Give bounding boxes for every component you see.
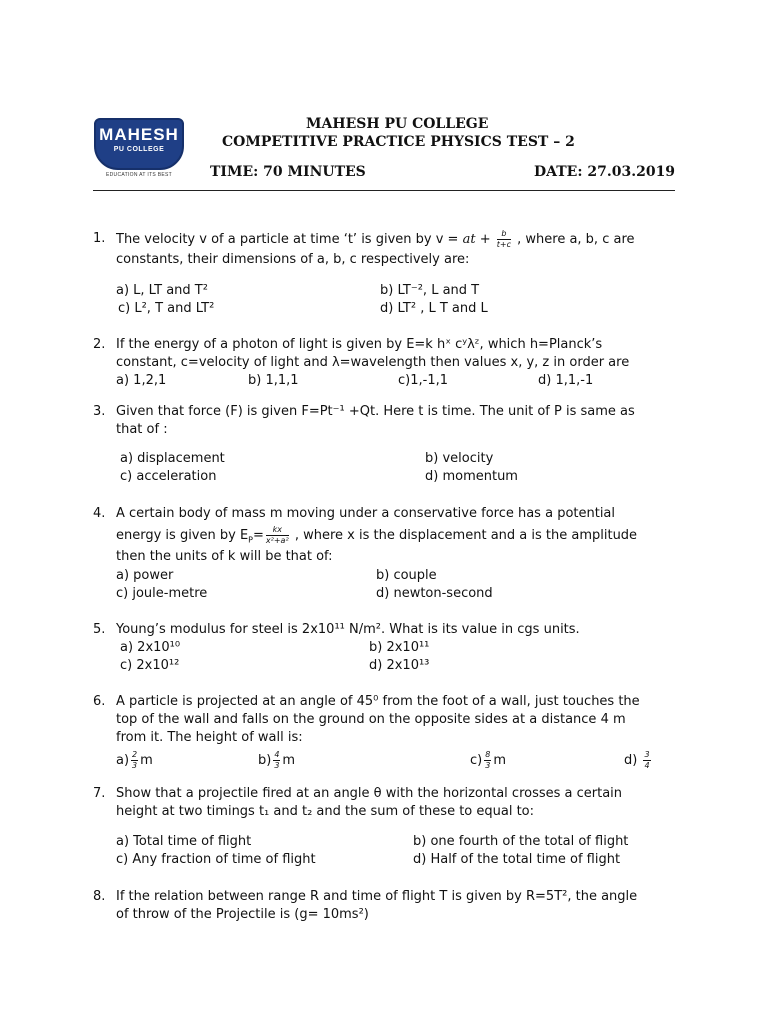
option-a: a) displacement bbox=[120, 451, 225, 466]
question-number: 5. bbox=[93, 622, 106, 637]
option-a-fraction: $\frac{2}{3}$ bbox=[132, 750, 138, 770]
question-3-line-1: Given that force (F) is given F=Pt⁻¹ +Qt. Here t is time. The unit of P is same as bbox=[116, 404, 635, 419]
option-a: a) 2x10¹⁰ bbox=[120, 640, 181, 655]
option-c: c) joule-metre bbox=[116, 586, 208, 601]
option-a: a) $\frac{2}{3}$ m bbox=[116, 750, 153, 770]
option-b: b) velocity bbox=[425, 451, 494, 466]
question-number: 2. bbox=[93, 337, 106, 352]
test-time: TIME: 70 MINUTES bbox=[210, 164, 366, 180]
question-number: 7. bbox=[93, 786, 106, 801]
question-8-line-1: If the relation between range R and time of flight T is given by R=5T², the angle bbox=[116, 889, 638, 904]
question-number: 1. bbox=[93, 231, 106, 246]
logo-subtext: PU COLLEGE bbox=[113, 146, 165, 153]
question-number: 6. bbox=[93, 694, 106, 709]
question-8-line-2: of throw of the Projectile is (g= 10ms²) bbox=[116, 907, 369, 922]
option-b-label: b) bbox=[258, 753, 272, 768]
option-c: c)1,-1,1 bbox=[398, 373, 448, 388]
college-name: MAHESH PU COLLEGE bbox=[306, 116, 489, 132]
header-divider bbox=[93, 190, 675, 191]
option-c: c) Any fraction of time of flight bbox=[116, 852, 316, 867]
option-c: c) acceleration bbox=[120, 469, 217, 484]
option-d: d) Half of the total time of flight bbox=[413, 852, 621, 867]
question-2-line-2: constant, c=velocity of light and λ=wavelength then values x, y, z in order are bbox=[116, 355, 630, 370]
logo-shield bbox=[94, 118, 184, 170]
college-logo bbox=[94, 118, 184, 180]
option-a: a) power bbox=[116, 568, 174, 583]
question-2-line-1: If the energy of a photon of light is given by E=k hˣ cʸλᶻ, which h=Planck’s bbox=[116, 337, 603, 352]
question-6-line-1: A particle is projected at an angle of 45⁰ from the foot of a wall, just touches the bbox=[116, 694, 640, 709]
option-c: c) $\frac{8}{3}$ m bbox=[470, 750, 506, 770]
q4-text-b: , where x is the displacement and a is the amplitude bbox=[294, 528, 638, 543]
option-c-fraction: $\frac{8}{3}$ bbox=[485, 750, 491, 770]
logo-tagline: EDUCATION AT ITS BEST bbox=[105, 172, 173, 178]
question-5-line-1: Young’s modulus for steel is 2x10¹¹ N/m². What is its value in cgs units. bbox=[116, 622, 580, 637]
option-d: d) 2x10¹³ bbox=[369, 658, 430, 673]
option-b: b) LT⁻², L and T bbox=[380, 283, 480, 298]
question-6-line-3: from it. The height of wall is: bbox=[116, 730, 303, 745]
test-title: COMPETITIVE PRACTICE PHYSICS TEST – 2 bbox=[222, 134, 575, 150]
question-number: 8. bbox=[93, 889, 106, 904]
q1-text-b: , where a, b, c are bbox=[517, 232, 635, 247]
option-d: d) momentum bbox=[425, 469, 518, 484]
option-a: a) Total time of flight bbox=[116, 834, 252, 849]
option-b-fraction: $\frac{4}{3}$ bbox=[274, 750, 280, 770]
question-6-line-2: top of the wall and falls on the ground on the opposite sides at a distance 4 m bbox=[116, 712, 626, 727]
option-b: b) 2x10¹¹ bbox=[369, 640, 430, 655]
question-4-line-1: A certain body of mass m moving under a conservative force has a potential bbox=[116, 506, 616, 521]
option-a: a) 1,2,1 bbox=[116, 373, 167, 388]
question-4-line-2: energy is given by $E_P=$ $\frac{kx}{\text{x²+a²}}$ , where x is the displacement and a is the amplitude bbox=[116, 525, 638, 545]
logo-text: MAHESH bbox=[99, 125, 179, 144]
option-d bbox=[624, 751, 653, 770]
option-a-label: a) bbox=[116, 753, 130, 768]
option-d-label: d) bbox=[624, 753, 638, 768]
test-date: DATE: 27.03.2019 bbox=[534, 164, 676, 180]
option-d: d) newton-second bbox=[376, 586, 493, 601]
question-1-line-2: constants, their dimensions of a, b, c respectively are: bbox=[116, 252, 470, 267]
question-4-line-3: then the units of k will be that of: bbox=[116, 549, 333, 564]
option-c: c) L², T and LT² bbox=[118, 301, 215, 316]
question-7-line-2: height at two timings t₁ and t₂ and the sum of these to equal to: bbox=[116, 804, 535, 819]
option-d: d) 1,1,-1 bbox=[538, 373, 594, 388]
question-number: 4. bbox=[93, 506, 106, 521]
option-d-fraction: $\frac{3}{4}$ bbox=[644, 750, 650, 770]
option-a: a) L, LT and T² bbox=[116, 283, 208, 298]
question-7-line-1: Show that a projectile fired at an angle θ with the horizontal crosses a certain bbox=[116, 786, 623, 801]
q1-text-a: The velocity v of a particle at time ‘t’ is given by v = bbox=[116, 232, 463, 247]
option-c-label: c) bbox=[470, 753, 483, 768]
q4-fraction: $\frac{kx}{\text{x²+a²}}$ bbox=[265, 525, 289, 545]
option-d: d) LT² , L T and L bbox=[380, 301, 488, 316]
question-3-line-2: that of : bbox=[116, 422, 168, 437]
option-b: b) $\frac{4}{3}$ m bbox=[258, 750, 296, 770]
option-b: b) couple bbox=[376, 568, 437, 583]
q1-fraction: $\frac{b}{t+c}$ bbox=[496, 229, 511, 249]
option-b: b) 1,1,1 bbox=[248, 373, 299, 388]
option-c: c) 2x10¹² bbox=[120, 658, 180, 673]
q4-text-a: energy is given by E bbox=[116, 528, 249, 543]
question-number: 3. bbox=[93, 404, 106, 419]
option-b: b) one fourth of the total of flight bbox=[413, 834, 629, 849]
question-1-line-1: The velocity v of a particle at time ‘t’ is given by v = at + $\frac{b}{t+c}$ , where a, b, c are bbox=[116, 229, 635, 249]
